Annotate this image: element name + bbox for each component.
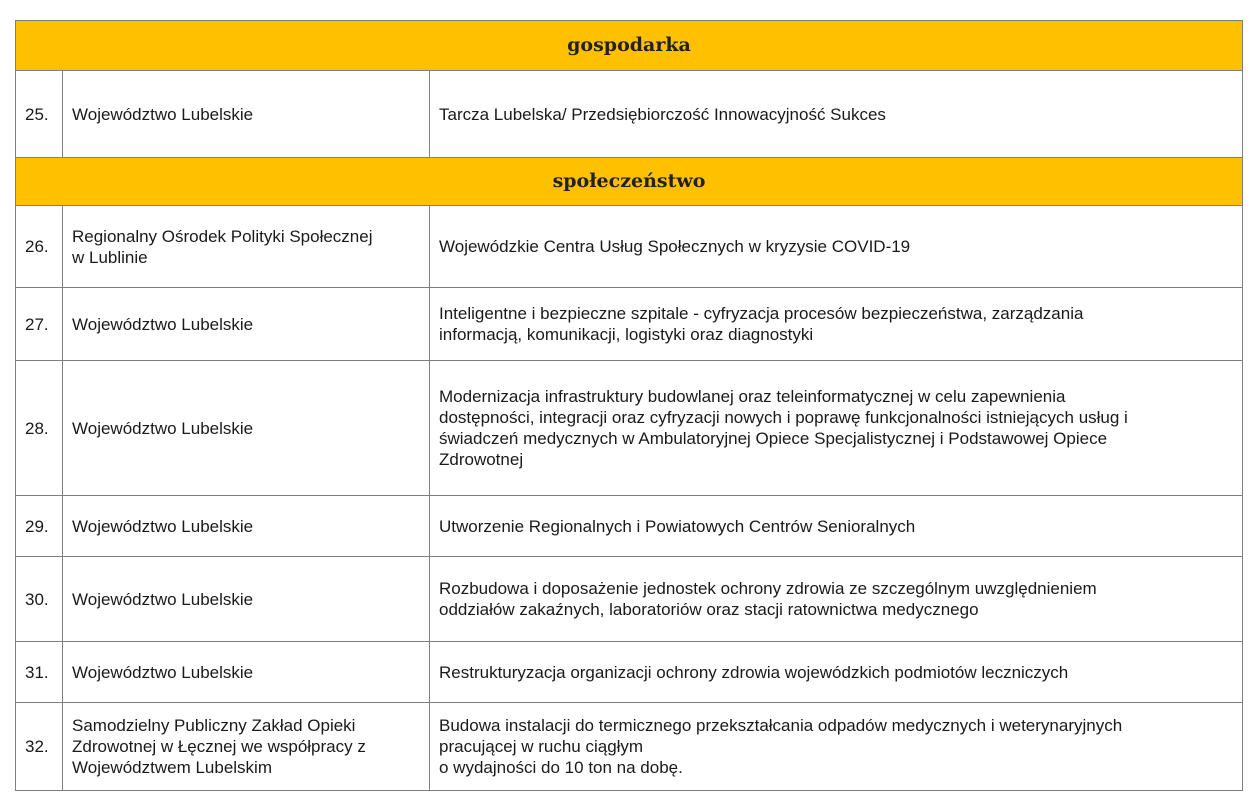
entity-cell: Województwo Lubelskie bbox=[63, 557, 430, 642]
row-number: 26. bbox=[16, 206, 63, 288]
entity-cell: Województwo Lubelskie bbox=[63, 288, 430, 361]
section-title: społeczeństwo bbox=[16, 158, 1243, 206]
project-cell: Rozbudowa i doposażenie jednostek ochrony zdrowia ze szczególnym uwzględnieniem oddziałów zakaźnych, laboratoriów oraz stacji ratownictwa medycznego bbox=[430, 557, 1243, 642]
entity-cell: Województwo Lubelskie bbox=[63, 496, 430, 557]
row-number: 25. bbox=[16, 71, 63, 158]
table-row bbox=[16, 496, 1243, 557]
row-number: 27. bbox=[16, 288, 63, 361]
entity-cell: Województwo Lubelskie bbox=[63, 642, 430, 703]
table-row bbox=[16, 71, 1243, 158]
project-cell: Budowa instalacji do termicznego przekształcania odpadów medycznych i weterynaryjnych pracującej w ruchu ciągłym o wydajności do 10 ton na dobę. bbox=[430, 703, 1243, 791]
row-number: 30. bbox=[16, 557, 63, 642]
row-number: 29. bbox=[16, 496, 63, 557]
table-row bbox=[16, 288, 1243, 361]
project-cell: Wojewódzkie Centra Usług Społecznych w kryzysie COVID-19 bbox=[430, 206, 1243, 288]
project-cell: Tarcza Lubelska/ Przedsiębiorczość Innowacyjność Sukces bbox=[430, 71, 1243, 158]
entity-cell: Województwo Lubelskie bbox=[63, 361, 430, 496]
table-row bbox=[16, 206, 1243, 288]
section-header-row bbox=[16, 21, 1243, 71]
project-cell: Restrukturyzacja organizacji ochrony zdrowia wojewódzkich podmiotów leczniczych bbox=[430, 642, 1243, 703]
row-number: 31. bbox=[16, 642, 63, 703]
entity-cell: Samodzielny Publiczny Zakład Opieki Zdrowotnej w Łęcznej we współpracy z Województwem Lubelskim bbox=[63, 703, 430, 791]
project-cell: Inteligentne i bezpieczne szpitale - cyfryzacja procesów bezpieczeństwa, zarządzania informacją, komunikacji, logistyki oraz diagnostyki bbox=[430, 288, 1243, 361]
table-row bbox=[16, 361, 1243, 496]
table-row bbox=[16, 703, 1243, 791]
section-header-row bbox=[16, 158, 1243, 206]
projects-table bbox=[15, 20, 1243, 791]
entity-cell: Regionalny Ośrodek Polityki Społecznej w Lublinie bbox=[63, 206, 430, 288]
table-row bbox=[16, 557, 1243, 642]
project-cell: Modernizacja infrastruktury budowlanej oraz teleinformatycznej w celu zapewnienia dostępności, integracji oraz cyfryzacji nowych i poprawę funkcjonalności istniejących usług i świadczeń medycznych w Ambulatoryjnej Opiece Specjalistycznej i Podstawowej Opiece Zdrowotnej bbox=[430, 361, 1243, 496]
row-number: 28. bbox=[16, 361, 63, 496]
project-cell: Utworzenie Regionalnych i Powiatowych Centrów Senioralnych bbox=[430, 496, 1243, 557]
row-number: 32. bbox=[16, 703, 63, 791]
table-row bbox=[16, 642, 1243, 703]
entity-cell: Województwo Lubelskie bbox=[63, 71, 430, 158]
section-title: gospodarka bbox=[16, 21, 1243, 71]
